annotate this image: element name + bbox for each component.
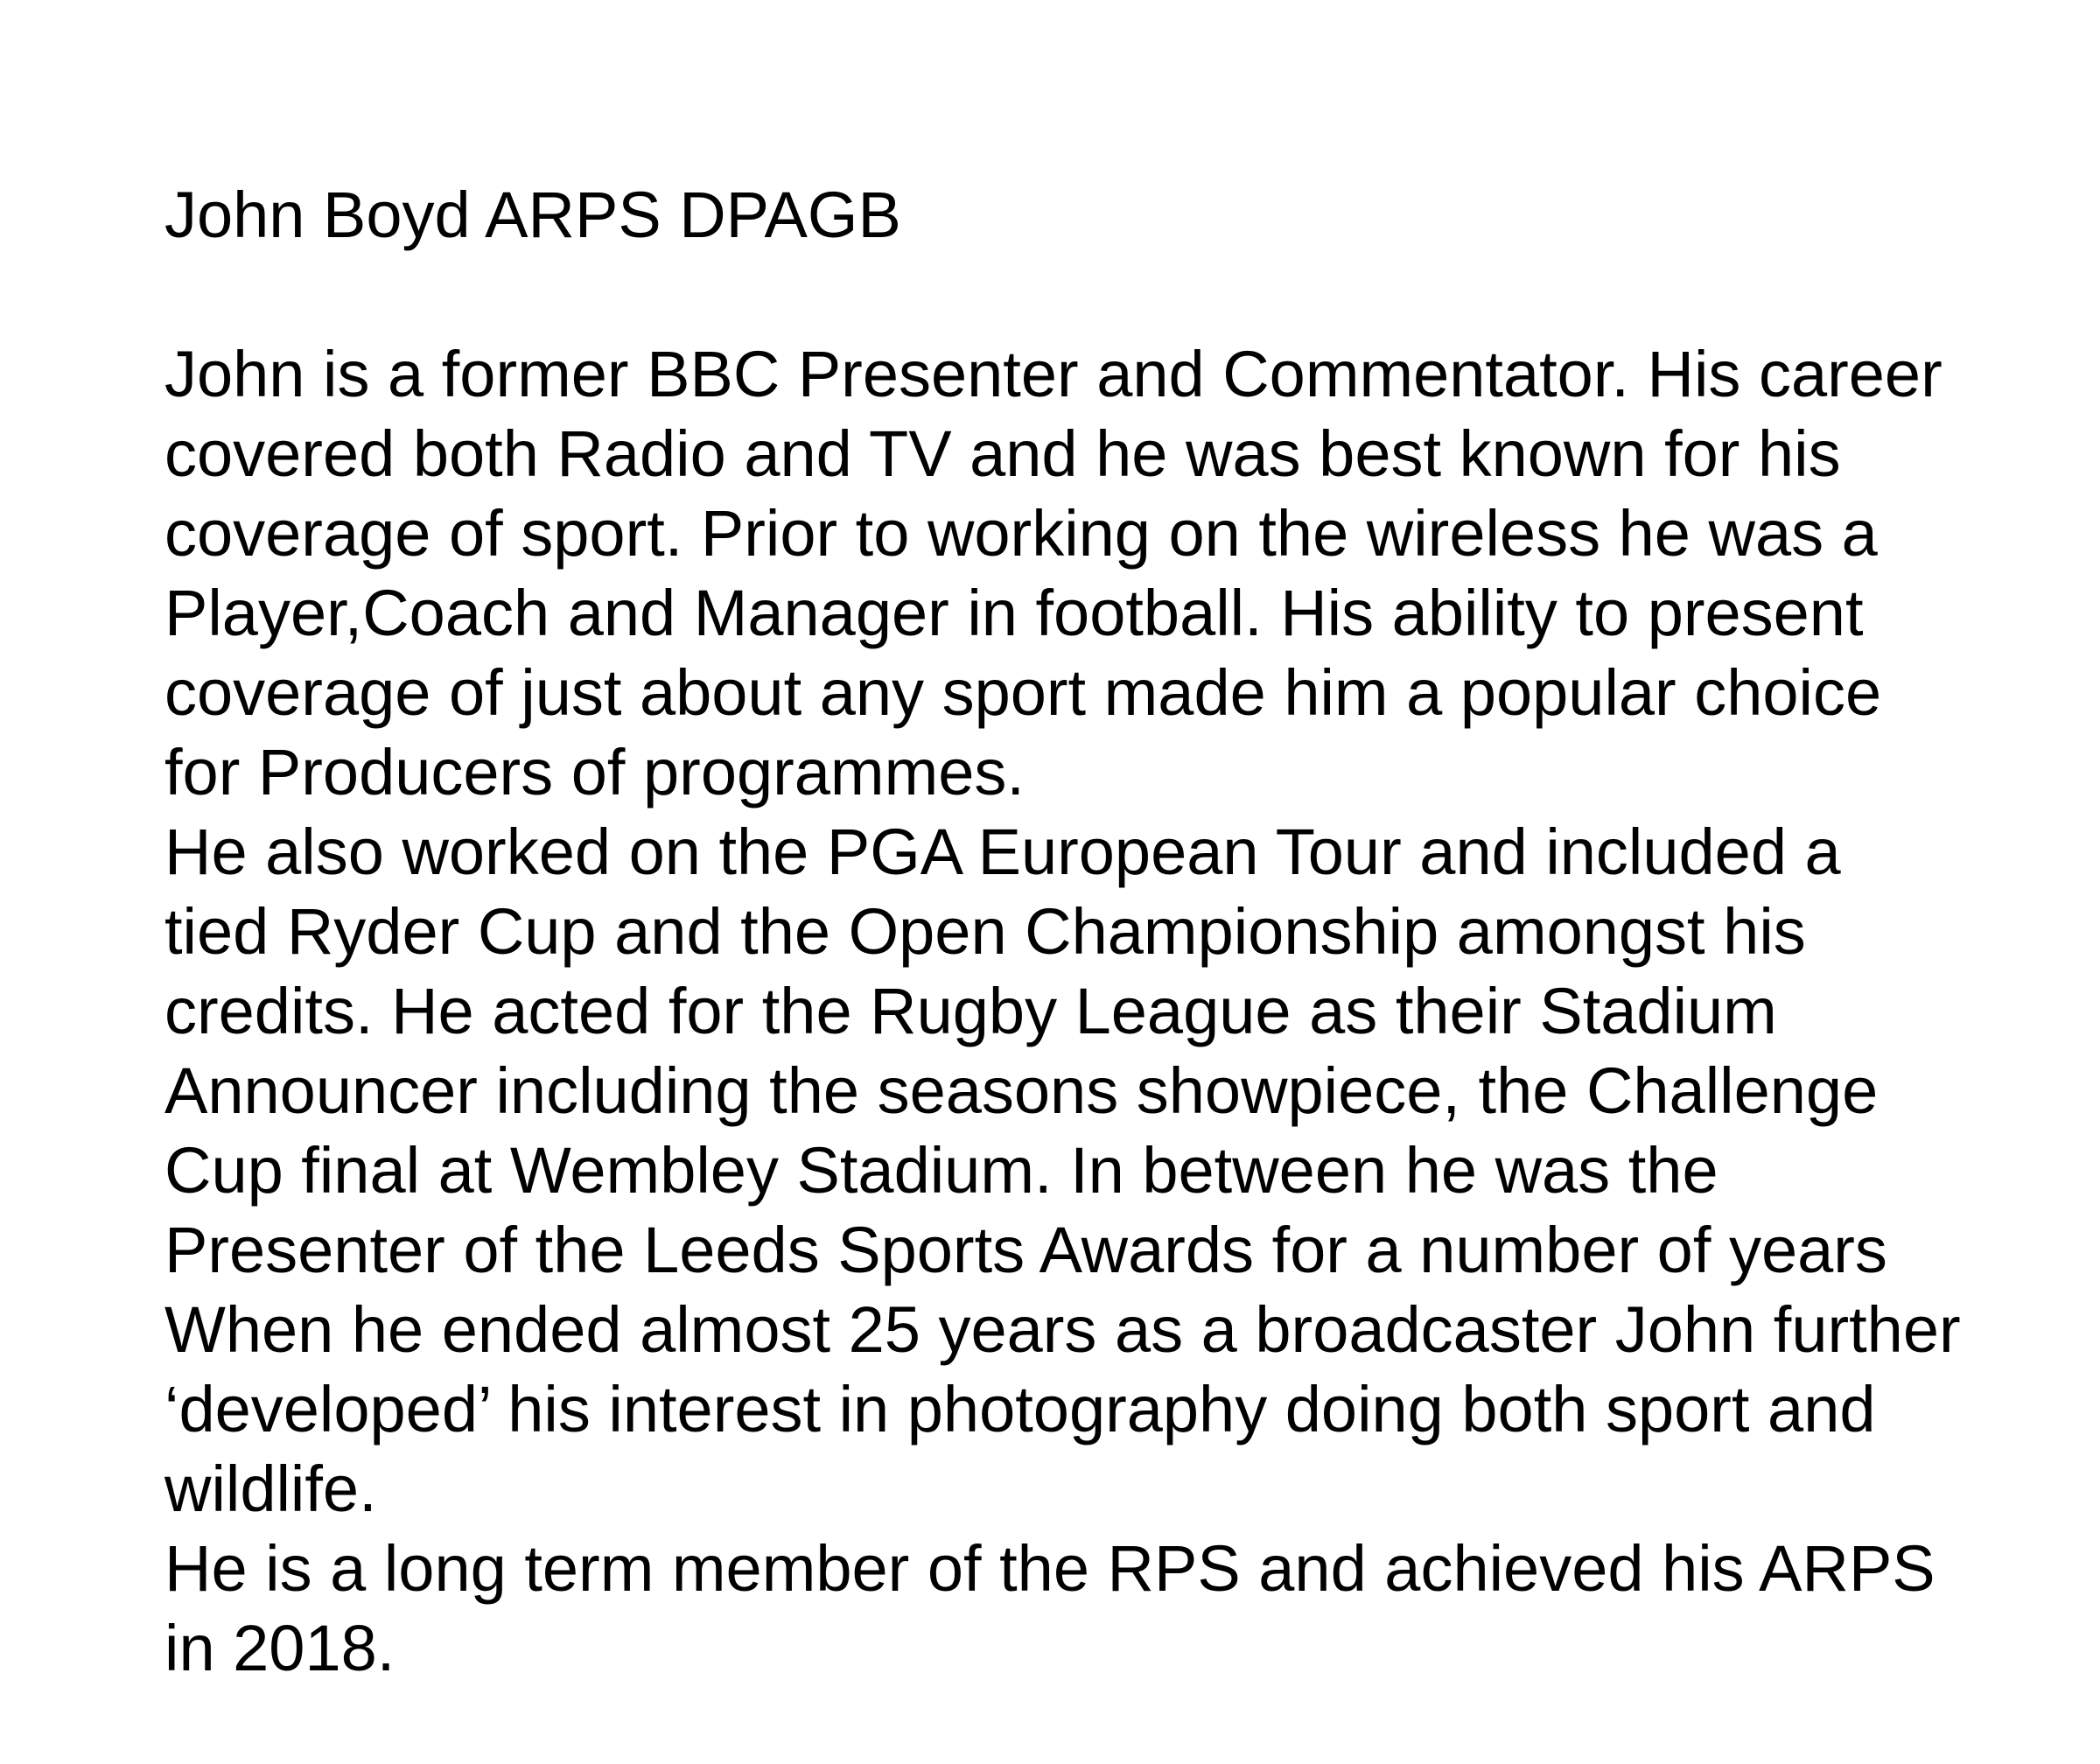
text-line: for Producers of programmes.: [164, 736, 1025, 808]
text-line: Presenter of the Leeds Sports Awards for a number of years: [164, 1214, 1887, 1286]
text-line: coverage of just about any sport made him a popular choice: [164, 656, 1882, 729]
text-line: tied Ryder Cup and the Open Championship amongst his: [164, 895, 1806, 968]
text-line: in 2018.: [164, 1612, 396, 1684]
text-line: wildlife.: [164, 1452, 377, 1525]
blank-line: [164, 255, 2046, 334]
document-title: John Boyd ARPS DPAGB: [164, 178, 901, 251]
text-line: ‘developed’ his interest in photography doing both sport and: [164, 1373, 1876, 1446]
text-line: Player,Coach and Manager in football. His ability to present: [164, 577, 1864, 649]
text-line: John is a former BBC Presenter and Commentator. His career: [164, 338, 1942, 410]
text-line: coverage of sport. Prior to working on the wireless he was a: [164, 497, 1878, 570]
text-line: Cup final at Wembley Stadium. In between he was the: [164, 1134, 1718, 1207]
text-line: covered both Radio and TV and he was best known for his: [164, 417, 1841, 490]
text-line: He is a long term member of the RPS and achieved his ARPS: [164, 1532, 1936, 1605]
text-line: credits. He acted for the Rugby League as their Stadium: [164, 975, 1777, 1047]
text-line: When he ended almost 25 years as a broadcaster John further: [164, 1293, 1961, 1366]
text-line: Announcer including the seasons showpiece, the Challenge: [164, 1054, 1879, 1127]
document-body: [164, 175, 2046, 1688]
text-line: He also worked on the PGA European Tour and included a: [164, 816, 1841, 888]
